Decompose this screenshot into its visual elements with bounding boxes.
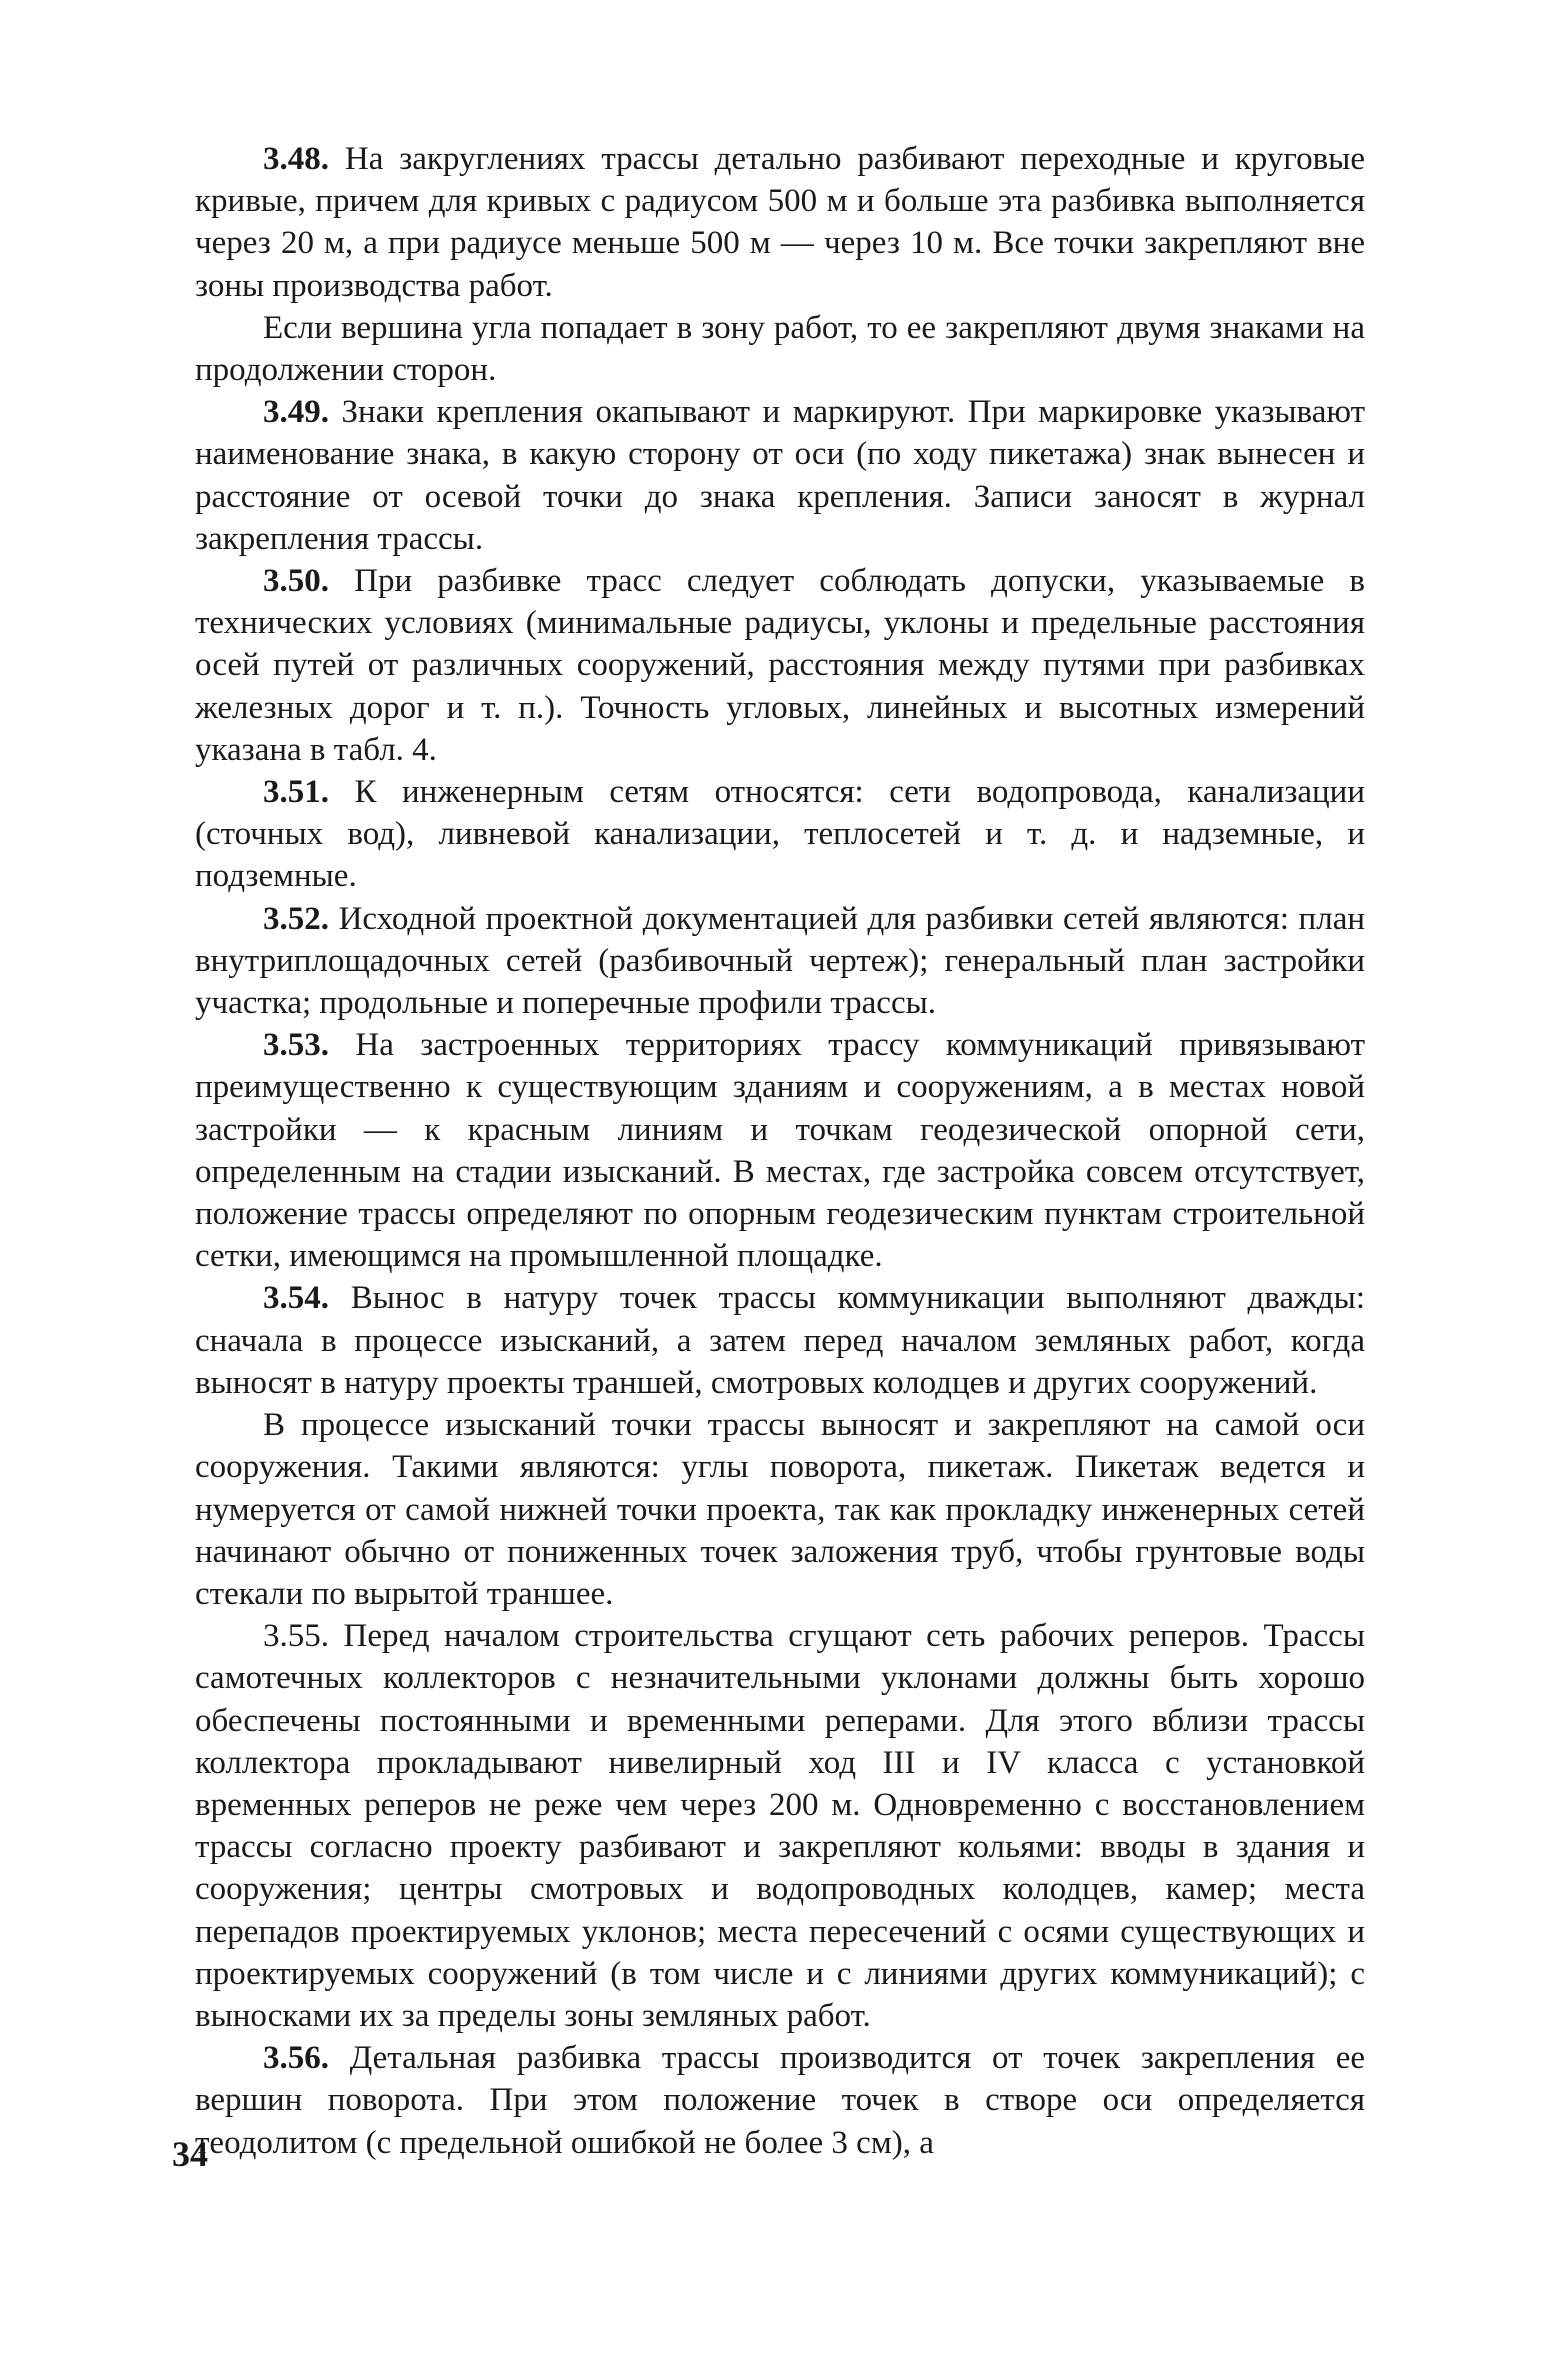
paragraph-text: Детальная разбивка трассы производится от точек закрепления ее вершин поворота. При этом положение точек в створе оси определяется теодолитом (с предельной ошибкой не более 3 см), а <box>195 2040 1365 2161</box>
page-body <box>195 138 1365 2164</box>
item-number: 3.53. <box>263 1027 329 1064</box>
paragraph-3-52 <box>195 898 1365 1025</box>
paragraph-3-48 <box>195 138 1365 307</box>
item-number: 3.54. <box>263 1280 329 1317</box>
paragraph-text: На застроенных территориях трассу коммуникаций привязывают преимущественно к существующим зданиям и сооружениям, а в местах новой застройки — к красным линиям и точкам геодезической опорной сети, определенным на стадии изысканий. В местах, где застройка совсем отсутствует, положение трассы определяют по опорным геодезическим пунктам строительной сетки, имеющимся на промышленной площадке. <box>195 1027 1365 1275</box>
item-number: 3.48. <box>263 141 329 177</box>
paragraph-text: На закруглениях трассы детально разбивают переходные и круговые кривые, причем для кривых с радиусом 500 м и больше эта разбивка выполняется через 20 м, а при радиусе меньше 500 м — через 10 м. Все точки закрепляют вне зоны производства работ. <box>195 141 1365 304</box>
paragraph-3-49 <box>195 391 1365 560</box>
item-number: 3.51. <box>263 774 329 811</box>
paragraph-text: К инженерным сетям относятся: сети водопровода, канализации (сточных вод), ливневой канализации, теплосетей и т. д. и надземные, и подземные. <box>195 774 1365 895</box>
paragraph-text: При разбивке трасс следует соблюдать допуски, указываемые в технических условиях (минимальные радиусы, уклоны и предельные расстояния осей путей от различных сооружений, расстояния между путями при разбивках железных дорог и т. п.). Точность угловых, линейных и высотных измерений указана в табл. 4. <box>195 563 1365 768</box>
item-number: 3.52. <box>263 900 329 937</box>
paragraph-3-54 <box>195 1277 1365 1404</box>
paragraph-3-54-cont <box>195 1404 1365 1615</box>
item-number: 3.49. <box>263 394 329 431</box>
paragraph-3-50 <box>195 560 1365 771</box>
paragraph-3-56 <box>195 2037 1365 2164</box>
paragraph-3-51 <box>195 771 1365 898</box>
paragraph-text: 3.55. Перед началом строительства сгущают сеть рабочих реперов. Трассы самотечных коллекторов с незначительными уклонами должны быть хорошо обеспечены постоянными и временными реперами. Для этого вблизи трассы коллектора прокладывают нивелирный ход III и IV класса с установкой временных реперов не реже чем через 200 м. Одновременно с восстановлением трассы согласно проекту разбивают и закрепляют кольями: вводы в здания и сооружения; центры смотровых и водопроводных колодцев, камер; места перепадов проектируемых уклонов; места пересечений с осями существующих и проектируемых сооружений (в том числе и с линиями других коммуникаций); с выносками их за пределы зоны земляных работ. <box>195 1618 1365 2034</box>
page-number: 34 <box>172 2134 208 2174</box>
paragraph-text: Если вершина угла попадает в зону работ, то ее закрепляют двумя знаками на продолжении сторон. <box>195 309 1365 389</box>
paragraph-text: Знаки крепления окапывают и маркируют. При маркировке указывают наименование знака, в какую сторону от оси (по ходу пикетажа) знак вынесен и расстояние от осевой точки до знака крепления. Записи заносят в журнал закрепления трассы. <box>195 394 1365 557</box>
item-number: 3.56. <box>263 2040 329 2077</box>
paragraph-3-53 <box>195 1024 1365 1277</box>
paragraph-text: Вынос в натуру точек трассы коммуникации выполняют дважды: сначала в процессе изысканий, а затем перед началом земляных работ, когда выносят в натуру проекты траншей, смотровых колодцев и других сооружений. <box>195 1280 1365 1401</box>
item-number: 3.50. <box>263 563 329 600</box>
paragraph-text: Исходной проектной документацией для разбивки сетей являются: план внутриплощадочных сетей (разбивочный чертеж); генеральный план застройки участка; продольные и поперечные профили трассы. <box>195 900 1365 1022</box>
paragraph-3-48-cont <box>195 307 1365 391</box>
paragraph-3-55 <box>195 1615 1365 2037</box>
paragraph-text: В процессе изысканий точки трассы выносят и закрепляют на самой оси сооружения. Такими являются: углы поворота, пикетаж. Пикетаж ведется и нумеруется от самой нижней точки проекта, так как прокладку инженерных сетей начинают обычно от пониженных точек заложения труб, чтобы грунтовые воды стекали по вырытой траншее. <box>195 1407 1365 1612</box>
